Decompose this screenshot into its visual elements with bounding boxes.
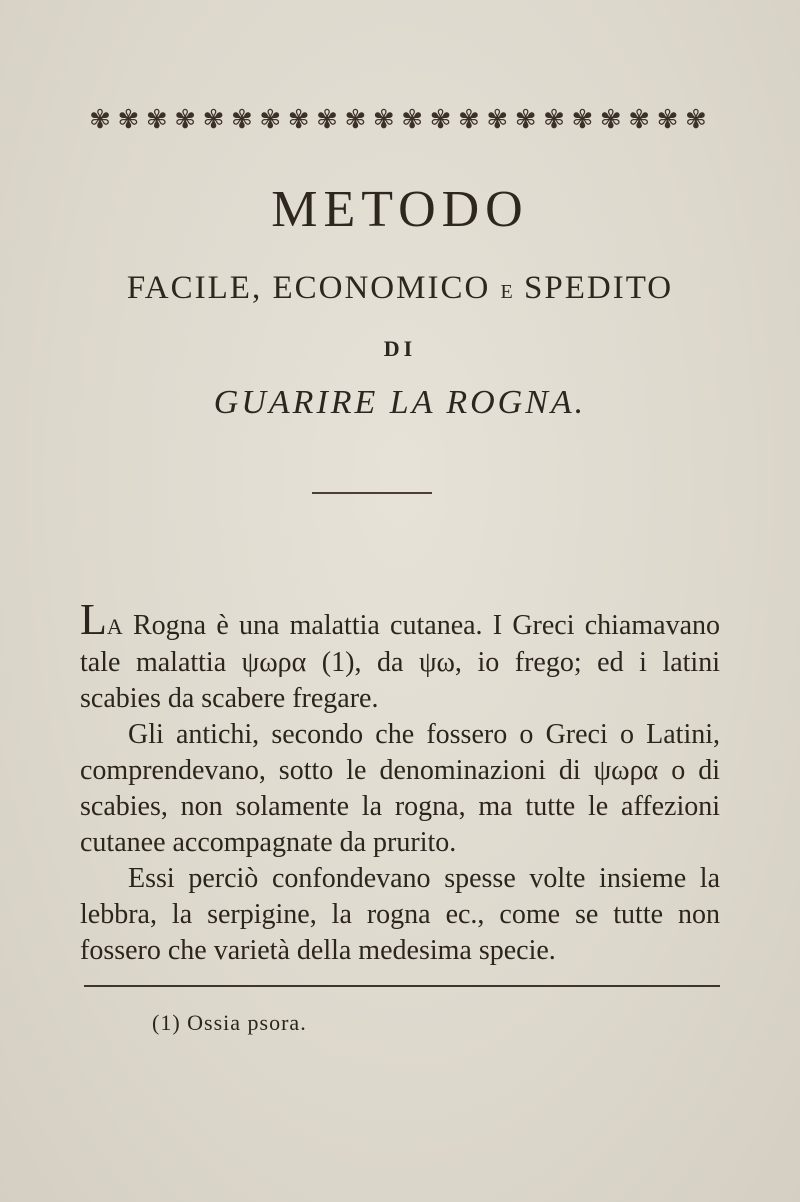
flower-ornament-icon: ✾ <box>202 105 225 135</box>
flower-ornament-icon: ✾ <box>599 105 622 135</box>
flower-ornament-icon: ✾ <box>486 105 509 135</box>
small-caps: A <box>106 614 123 639</box>
ornamental-border <box>88 100 708 140</box>
subtitle <box>0 270 800 307</box>
flower-ornament-icon: ✾ <box>571 105 594 135</box>
flower-ornament-icon: ✾ <box>628 105 651 135</box>
flower-ornament-icon: ✾ <box>401 105 424 135</box>
drop-cap: L <box>80 595 107 644</box>
flower-ornament-icon: ✾ <box>230 105 253 135</box>
subtitle-conjunction: E <box>500 281 514 303</box>
divider-short <box>312 492 432 494</box>
main-heading: GUARIRE LA ROGNA. <box>213 384 587 421</box>
paragraph-1-text: Rogna è una malattia cutanea. I Greci chiamavano tale malattia ψωρα (1), da ψω, io frego; ed i latini scabies da scabere fregare. <box>80 610 720 714</box>
subtitle-di: DI <box>383 336 417 361</box>
flower-ornament-icon: ✾ <box>344 105 367 135</box>
flower-ornament-icon: ✾ <box>514 105 537 135</box>
subtitle-part-b: SPEDITO <box>513 270 674 306</box>
flower-ornament-icon: ✾ <box>174 105 197 135</box>
flower-ornament-icon: ✾ <box>117 105 140 135</box>
flower-ornament-icon: ✾ <box>684 105 707 135</box>
footnote-divider <box>84 985 720 987</box>
subtitle-part-a: FACILE, ECONOMICO <box>126 270 501 306</box>
flower-ornament-icon: ✾ <box>259 105 282 135</box>
paragraph-3: Essi perciò confondevano spesse volte insieme la lebbra, la serpigine, la rogna ec., come se tutte non fossero che varietà della medesima specie. <box>80 863 720 966</box>
flower-ornament-icon: ✾ <box>287 105 310 135</box>
page-title: METODO <box>271 181 529 238</box>
paragraph-1 <box>80 595 720 717</box>
flower-ornament-icon: ✾ <box>656 105 679 135</box>
flower-ornament-icon: ✾ <box>372 105 395 135</box>
flower-ornament-icon: ✾ <box>543 105 565 135</box>
footnote: (1) Ossia psora. <box>152 1010 307 1035</box>
flower-ornament-icon: ✾ <box>316 105 338 135</box>
flower-ornament-icon: ✾ <box>145 105 168 135</box>
paragraph-2: Gli antichi, secondo che fossero o Greci o Latini, comprendevano, sotto le denominazioni di ψωρα o di scabies, non solamente la rogna, ma tutte le affezioni cutanee accompagnate da prurito. <box>80 719 720 858</box>
body-text <box>80 595 720 969</box>
flower-ornament-icon: ✾ <box>457 105 480 135</box>
flower-ornament-icon: ✾ <box>429 105 452 135</box>
flower-ornament-icon: ✾ <box>89 105 111 135</box>
